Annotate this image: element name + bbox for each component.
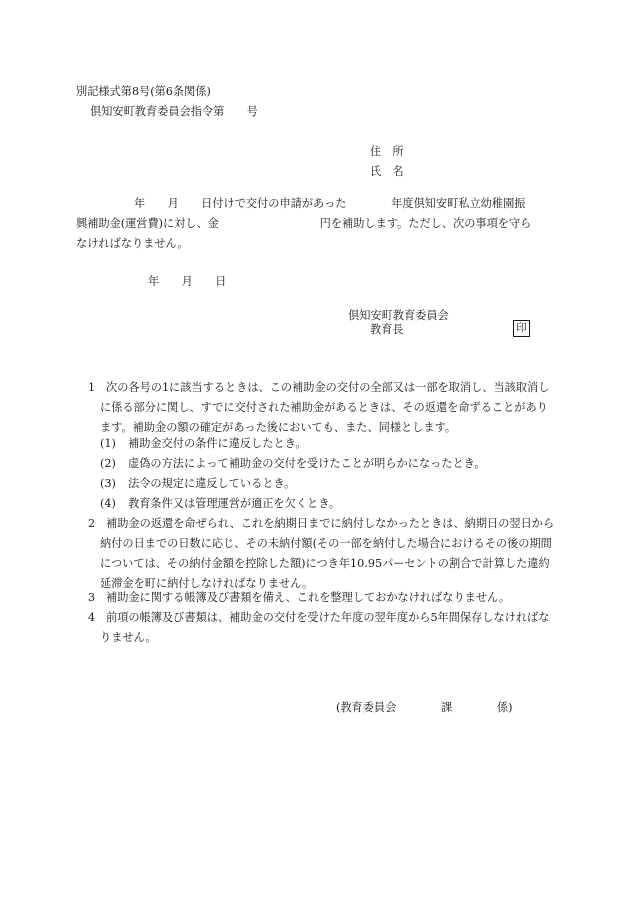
condition-number: 4 <box>88 611 96 624</box>
statement-line-2: 興補助金(運営費)に対し、金 円を補助します。ただし、次の事項を守ら <box>76 217 532 230</box>
issuer-org: 倶知安町教育委員会 <box>348 309 449 322</box>
sub-item-number: (4) <box>100 497 116 510</box>
condition-number: 2 <box>88 517 96 530</box>
sub-item-text: 法令の規定に違反しているとき。 <box>128 477 296 490</box>
condition-text: 補助金に関する帳簿及び書類を備え、これを整理しておかなければなりません。 <box>106 591 511 604</box>
form-id: 別記様式第8号(第6条関係) <box>76 85 211 98</box>
sub-item-text: 教育条件又は管理運営が適正を欠くとき。 <box>128 497 341 510</box>
condition-number: 3 <box>88 591 96 604</box>
sub-item-text: 虚偽の方法によって補助金の交付を受けたことが明らかになったとき。 <box>128 457 486 470</box>
sub-item-1 <box>100 434 307 454</box>
condition-4 <box>76 608 556 648</box>
sub-item-3 <box>100 474 295 494</box>
statement-line-3: なければなりません。 <box>76 237 189 250</box>
sub-item-4 <box>100 494 340 514</box>
issuer-title: 教育長 <box>370 323 404 336</box>
condition-2 <box>76 514 556 594</box>
issue-date: 年 月 日 <box>148 275 227 288</box>
condition-text: 次の各号の1に該当するときは、この補助金の交付の全部又は一部を取消し、当該取消しに係る部分に関し、すでに交付された補助金があるときは、その返還を命ずることがあります。補助金の額の確定があった後においても、また、同様とします。 <box>100 381 550 434</box>
address-label: 住 所 <box>370 145 404 158</box>
command-number: 倶知安町教育委員会指令第 号 <box>90 105 258 118</box>
condition-text: 補助金の返還を命ぜられ、これを納期日までに納付しなかったときは、納期日の翌日から納付の日までの日数に応じ、その未納付額(その一部を納付した場合におけるその後の期間については、その納付金額を控除した額)につき年10.95パーセントの割合で計算した違約延滞金を町に納付しなければなりません。 <box>100 517 555 590</box>
condition-text: 前項の帳簿及び書類は、補助金の交付を受けた年度の翌年度から5年間保存しなければなりません。 <box>100 611 550 644</box>
sub-item-2 <box>100 454 486 474</box>
seal-stamp: 印 <box>513 320 530 337</box>
statement-line-1: 年 月 日付けで交付の申請があった 年度倶知安町私立幼稚園振 <box>134 197 526 210</box>
sub-item-number: (1) <box>100 437 116 450</box>
sub-item-text: 補助金交付の条件に違反したとき。 <box>128 437 307 450</box>
condition-number: 1 <box>88 381 96 394</box>
sub-item-number: (3) <box>100 477 116 490</box>
sub-item-number: (2) <box>100 457 116 470</box>
condition-3 <box>76 588 556 608</box>
contact-department: (教育委員会 課 係) <box>336 701 513 714</box>
condition-1 <box>76 378 556 438</box>
name-label: 氏 名 <box>370 165 404 178</box>
